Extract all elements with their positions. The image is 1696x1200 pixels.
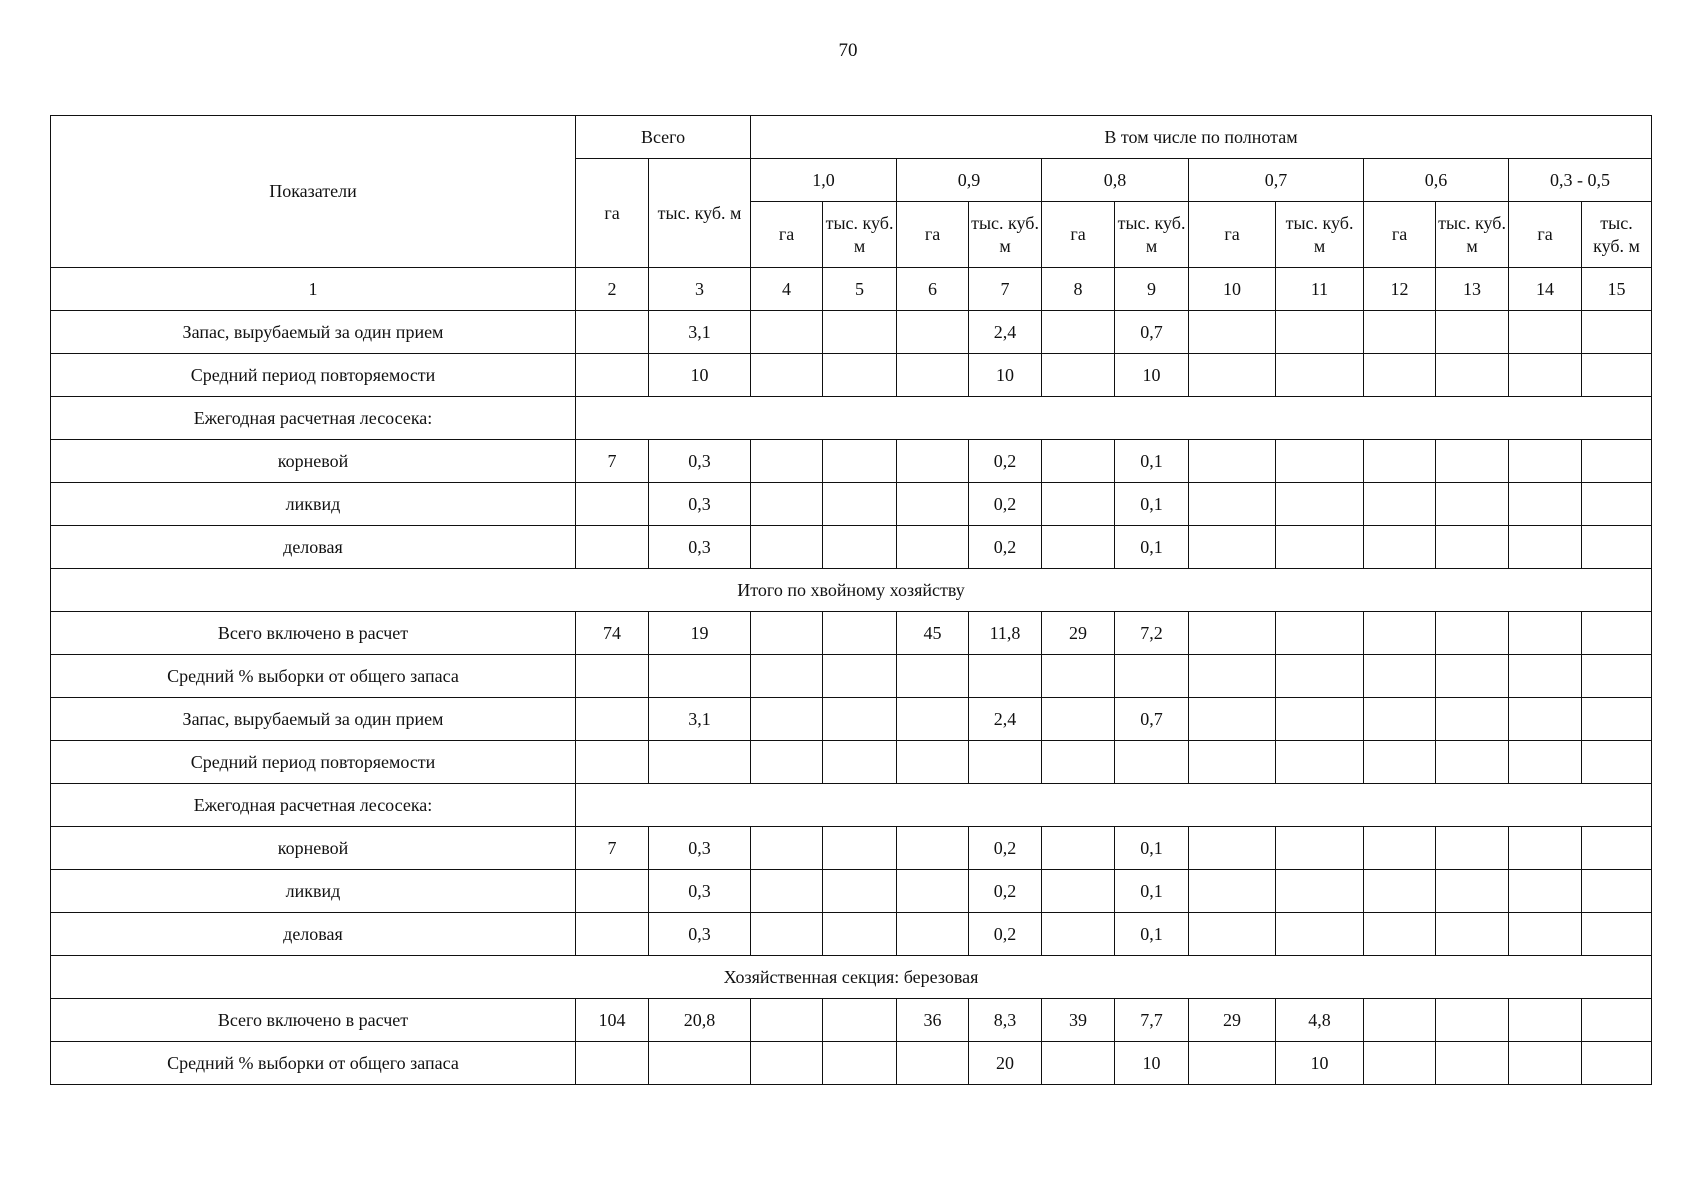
data-cell: 0,2 <box>969 870 1042 913</box>
data-cell <box>1189 913 1276 956</box>
section-heading: Итого по хвойному хозяйству <box>51 569 1652 612</box>
data-cell <box>1364 913 1436 956</box>
data-cell <box>1436 913 1509 956</box>
data-cell: 3,1 <box>649 698 751 741</box>
data-cell <box>1189 311 1276 354</box>
column-number: 13 <box>1436 268 1509 311</box>
data-cell <box>897 827 969 870</box>
forest-calculation-table <box>50 115 1652 1085</box>
data-cell <box>1189 440 1276 483</box>
column-number: 15 <box>1582 268 1652 311</box>
data-cell <box>1436 354 1509 397</box>
data-cell <box>1042 913 1115 956</box>
data-cell <box>823 311 897 354</box>
data-cell <box>751 311 823 354</box>
data-cell: 0,2 <box>969 526 1042 569</box>
data-cell <box>1364 655 1436 698</box>
data-cell: 11,8 <box>969 612 1042 655</box>
data-cell <box>1436 655 1509 698</box>
data-cell <box>576 655 649 698</box>
data-cell <box>1582 483 1652 526</box>
section-heading-row <box>51 956 1652 999</box>
column-number: 12 <box>1364 268 1436 311</box>
data-cell <box>1582 999 1652 1042</box>
data-cell <box>1582 526 1652 569</box>
data-cell <box>1509 612 1582 655</box>
data-cell <box>1436 741 1509 784</box>
data-cell: 29 <box>1189 999 1276 1042</box>
data-cell <box>1509 698 1582 741</box>
data-cell <box>1509 913 1582 956</box>
data-cell <box>1276 354 1364 397</box>
data-cell <box>1276 440 1364 483</box>
data-cell <box>1042 741 1115 784</box>
data-cell <box>576 1042 649 1085</box>
data-cell: 0,1 <box>1115 913 1189 956</box>
data-cell <box>576 741 649 784</box>
data-cell <box>751 440 823 483</box>
data-cell <box>1189 827 1276 870</box>
data-cell <box>1364 741 1436 784</box>
data-cell <box>823 612 897 655</box>
data-cell: 0,3 <box>649 440 751 483</box>
data-cell <box>751 913 823 956</box>
data-cell <box>1276 612 1364 655</box>
data-cell <box>751 999 823 1042</box>
table-row <box>51 354 1652 397</box>
data-cell <box>1189 354 1276 397</box>
data-cell <box>1276 827 1364 870</box>
data-cell <box>649 741 751 784</box>
table-row <box>51 827 1652 870</box>
column-number: 3 <box>649 268 751 311</box>
data-cell <box>1436 999 1509 1042</box>
data-cell <box>897 354 969 397</box>
data-cell: 0,2 <box>969 827 1042 870</box>
header-ha: га <box>751 202 823 268</box>
data-cell <box>897 741 969 784</box>
data-cell: 74 <box>576 612 649 655</box>
header-indicators: Показатели <box>51 116 576 268</box>
data-cell <box>1509 870 1582 913</box>
data-cell <box>823 354 897 397</box>
section-heading-row <box>51 569 1652 612</box>
data-cell <box>751 827 823 870</box>
data-cell <box>1509 526 1582 569</box>
data-cell: 0,3 <box>649 870 751 913</box>
header-density-group: 0,3 - 0,5 <box>1509 159 1652 202</box>
data-cell <box>1364 1042 1436 1085</box>
header-total: Всего <box>576 116 751 159</box>
data-cell <box>1364 827 1436 870</box>
data-cell <box>969 655 1042 698</box>
column-number: 8 <box>1042 268 1115 311</box>
column-number: 9 <box>1115 268 1189 311</box>
column-number: 7 <box>969 268 1042 311</box>
group-label-row <box>51 397 1652 440</box>
data-cell: 29 <box>1042 612 1115 655</box>
data-cell <box>1276 483 1364 526</box>
data-cell <box>897 311 969 354</box>
data-cell <box>1189 483 1276 526</box>
header-ha: га <box>897 202 969 268</box>
data-cell <box>1042 354 1115 397</box>
header-volume: тыс. куб. м <box>1115 202 1189 268</box>
data-cell <box>823 741 897 784</box>
row-label: Средний период повторяемости <box>51 354 576 397</box>
data-cell: 0,3 <box>649 526 751 569</box>
data-cell <box>1189 741 1276 784</box>
data-cell <box>823 999 897 1042</box>
data-cell: 36 <box>897 999 969 1042</box>
data-cell <box>1509 311 1582 354</box>
data-cell: 19 <box>649 612 751 655</box>
column-number: 11 <box>1276 268 1364 311</box>
page-number: 70 <box>838 40 858 61</box>
row-label: деловая <box>51 913 576 956</box>
data-cell <box>576 483 649 526</box>
data-cell <box>897 1042 969 1085</box>
data-cell: 7 <box>576 827 649 870</box>
data-cell <box>751 526 823 569</box>
row-label: ликвид <box>51 870 576 913</box>
row-label: Всего включено в расчет <box>51 999 576 1042</box>
data-cell: 10 <box>649 354 751 397</box>
data-cell: 0,1 <box>1115 526 1189 569</box>
data-cell <box>576 311 649 354</box>
data-cell <box>1582 913 1652 956</box>
column-number: 2 <box>576 268 649 311</box>
data-cell <box>1436 612 1509 655</box>
row-label: Ежегодная расчетная лесосека: <box>51 397 576 440</box>
data-cell <box>1436 1042 1509 1085</box>
row-label: Ежегодная расчетная лесосека: <box>51 784 576 827</box>
data-cell <box>649 655 751 698</box>
data-cell <box>1582 1042 1652 1085</box>
data-cell: 10 <box>969 354 1042 397</box>
table-row <box>51 1042 1652 1085</box>
data-cell <box>1582 612 1652 655</box>
data-cell <box>1276 870 1364 913</box>
row-label: ликвид <box>51 483 576 526</box>
data-cell <box>649 1042 751 1085</box>
table-row <box>51 526 1652 569</box>
data-cell <box>1042 311 1115 354</box>
data-cell <box>1364 526 1436 569</box>
data-cell <box>751 870 823 913</box>
data-cell <box>1189 655 1276 698</box>
header-volume: тыс. куб. м <box>969 202 1042 268</box>
table-body <box>51 311 1652 1085</box>
header-ha: га <box>1042 202 1115 268</box>
data-cell: 0,3 <box>649 483 751 526</box>
data-cell <box>823 655 897 698</box>
data-cell <box>1582 655 1652 698</box>
data-cell <box>751 655 823 698</box>
data-cell <box>1509 999 1582 1042</box>
data-cell <box>751 354 823 397</box>
data-cell <box>1509 354 1582 397</box>
data-cell <box>969 741 1042 784</box>
data-cell <box>1042 655 1115 698</box>
data-cell: 3,1 <box>649 311 751 354</box>
data-cell <box>1042 698 1115 741</box>
data-cell <box>1509 1042 1582 1085</box>
data-cell <box>1509 483 1582 526</box>
row-label: Средний % выборки от общего запаса <box>51 1042 576 1085</box>
data-cell <box>1364 870 1436 913</box>
data-cell: 10 <box>1115 354 1189 397</box>
data-cell <box>1582 698 1652 741</box>
data-cell: 0,2 <box>969 483 1042 526</box>
section-heading: Хозяйственная секция: березовая <box>51 956 1652 999</box>
header-ha: га <box>1364 202 1436 268</box>
row-label: Средний % выборки от общего запаса <box>51 655 576 698</box>
data-cell: 39 <box>1042 999 1115 1042</box>
header-density-group: 0,6 <box>1364 159 1509 202</box>
table-row <box>51 741 1652 784</box>
row-label: Запас, вырубаемый за один прием <box>51 698 576 741</box>
data-cell <box>1509 827 1582 870</box>
data-cell <box>576 526 649 569</box>
data-cell <box>1276 698 1364 741</box>
data-cell <box>897 698 969 741</box>
data-cell <box>897 913 969 956</box>
group-label-row <box>51 784 1652 827</box>
data-cell <box>897 870 969 913</box>
data-cell: 20 <box>969 1042 1042 1085</box>
table-row <box>51 870 1652 913</box>
data-cell <box>1042 526 1115 569</box>
data-cell <box>1364 483 1436 526</box>
data-cell <box>823 1042 897 1085</box>
row-label: Средний период повторяемости <box>51 741 576 784</box>
data-cell: 4,8 <box>1276 999 1364 1042</box>
data-cell <box>1276 526 1364 569</box>
data-cell: 0,2 <box>969 913 1042 956</box>
data-cell <box>576 913 649 956</box>
data-cell <box>1115 655 1189 698</box>
data-cell <box>1436 526 1509 569</box>
data-cell <box>1364 354 1436 397</box>
data-cell <box>823 698 897 741</box>
data-cell <box>897 440 969 483</box>
data-cell: 0,7 <box>1115 698 1189 741</box>
data-cell <box>1276 655 1364 698</box>
table-row <box>51 483 1652 526</box>
data-cell <box>1509 741 1582 784</box>
data-cell: 10 <box>1115 1042 1189 1085</box>
header-volume: тыс. куб. м <box>1436 202 1509 268</box>
data-cell <box>1582 827 1652 870</box>
column-number: 5 <box>823 268 897 311</box>
row-label: Всего включено в расчет <box>51 612 576 655</box>
table-row <box>51 913 1652 956</box>
column-number: 1 <box>51 268 576 311</box>
data-cell <box>1436 483 1509 526</box>
data-cell <box>1582 741 1652 784</box>
data-cell <box>751 698 823 741</box>
data-cell <box>823 827 897 870</box>
data-cell <box>1364 999 1436 1042</box>
data-cell <box>1436 827 1509 870</box>
data-cell <box>1276 913 1364 956</box>
data-cell <box>1189 1042 1276 1085</box>
data-cell <box>576 698 649 741</box>
row-label: корневой <box>51 440 576 483</box>
row-label: деловая <box>51 526 576 569</box>
data-cell <box>1436 698 1509 741</box>
data-cell <box>751 741 823 784</box>
data-cell <box>823 440 897 483</box>
table-row <box>51 999 1652 1042</box>
data-cell <box>576 354 649 397</box>
table-row <box>51 440 1652 483</box>
data-cell <box>823 526 897 569</box>
data-cell <box>823 913 897 956</box>
data-cell <box>751 612 823 655</box>
header-density-group: 0,8 <box>1042 159 1189 202</box>
data-cell <box>1042 1042 1115 1085</box>
header-by-density: В том числе по полнотам <box>751 116 1652 159</box>
data-cell: 7,7 <box>1115 999 1189 1042</box>
data-cell: 7 <box>576 440 649 483</box>
header-density-group: 1,0 <box>751 159 897 202</box>
data-cell <box>823 870 897 913</box>
data-cell <box>1509 440 1582 483</box>
header-ha: га <box>1509 202 1582 268</box>
data-cell <box>1582 440 1652 483</box>
data-cell <box>897 526 969 569</box>
data-cell <box>1582 311 1652 354</box>
data-cell: 7,2 <box>1115 612 1189 655</box>
header-total-volume: тыс. куб. м <box>649 159 751 268</box>
data-cell <box>1582 870 1652 913</box>
header-volume: тыс. куб. м <box>823 202 897 268</box>
data-cell <box>897 655 969 698</box>
data-cell <box>1364 612 1436 655</box>
header-total-ha: га <box>576 159 649 268</box>
header-density-group: 0,9 <box>897 159 1042 202</box>
data-cell: 0,7 <box>1115 311 1189 354</box>
data-cell <box>1276 311 1364 354</box>
data-cell: 45 <box>897 612 969 655</box>
data-cell <box>1436 440 1509 483</box>
data-cell <box>1189 870 1276 913</box>
row-label: Запас, вырубаемый за один прием <box>51 311 576 354</box>
empty-span-cell <box>576 397 1652 440</box>
data-cell: 2,4 <box>969 698 1042 741</box>
data-cell <box>1364 698 1436 741</box>
data-cell <box>1364 440 1436 483</box>
header-density-group: 0,7 <box>1189 159 1364 202</box>
data-cell <box>576 870 649 913</box>
row-label: корневой <box>51 827 576 870</box>
data-cell <box>1189 698 1276 741</box>
data-cell <box>1509 655 1582 698</box>
table-row <box>51 655 1652 698</box>
data-cell: 0,2 <box>969 440 1042 483</box>
data-cell <box>1042 827 1115 870</box>
data-cell <box>1189 612 1276 655</box>
column-number: 6 <box>897 268 969 311</box>
data-cell <box>1582 354 1652 397</box>
data-cell: 8,3 <box>969 999 1042 1042</box>
data-cell: 10 <box>1276 1042 1364 1085</box>
data-cell: 0,1 <box>1115 827 1189 870</box>
data-cell: 0,3 <box>649 913 751 956</box>
data-cell <box>1042 483 1115 526</box>
data-cell <box>1436 870 1509 913</box>
data-cell: 0,1 <box>1115 870 1189 913</box>
table-row <box>51 311 1652 354</box>
data-cell <box>1189 526 1276 569</box>
data-cell <box>1436 311 1509 354</box>
data-cell <box>1115 741 1189 784</box>
data-cell <box>1276 741 1364 784</box>
data-cell <box>751 483 823 526</box>
table-row <box>51 612 1652 655</box>
data-cell: 104 <box>576 999 649 1042</box>
header-volume: тыс. куб. м <box>1276 202 1364 268</box>
data-cell: 0,1 <box>1115 440 1189 483</box>
column-number-row <box>51 268 1652 311</box>
data-cell: 0,3 <box>649 827 751 870</box>
header-volume: тыс. куб. м <box>1582 202 1652 268</box>
data-cell <box>897 483 969 526</box>
column-number: 14 <box>1509 268 1582 311</box>
data-cell: 2,4 <box>969 311 1042 354</box>
data-cell <box>823 483 897 526</box>
empty-span-cell <box>576 784 1652 827</box>
header-ha: га <box>1189 202 1276 268</box>
data-cell <box>751 1042 823 1085</box>
data-cell <box>1364 311 1436 354</box>
data-cell <box>1042 870 1115 913</box>
table-row <box>51 698 1652 741</box>
data-cell <box>1042 440 1115 483</box>
data-cell: 0,1 <box>1115 483 1189 526</box>
column-number: 4 <box>751 268 823 311</box>
data-cell: 20,8 <box>649 999 751 1042</box>
column-number: 10 <box>1189 268 1276 311</box>
